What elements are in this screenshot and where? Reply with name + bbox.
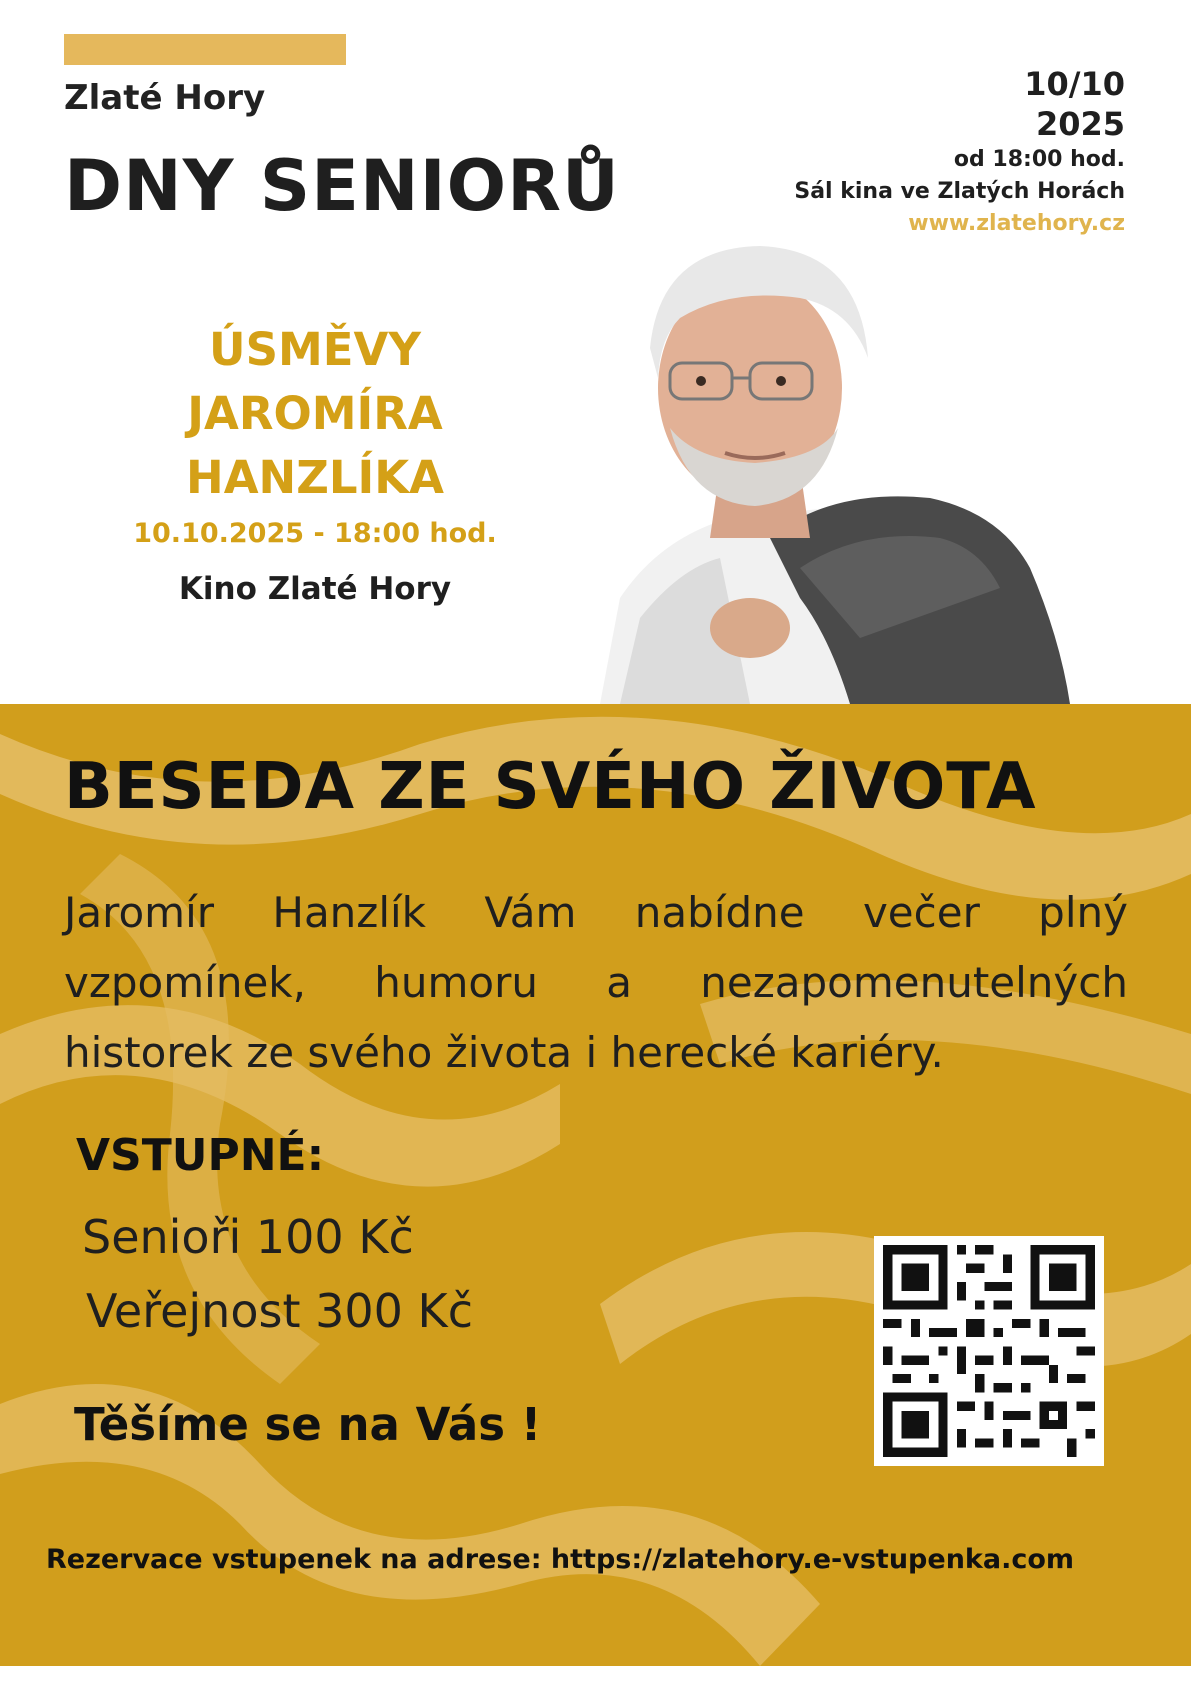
welcome-message: Těšíme se na Vás ! bbox=[74, 1398, 542, 1451]
bottom-margin bbox=[0, 1666, 1191, 1684]
main-headline: BESEDA ZE SVÉHO ŽIVOTA bbox=[64, 750, 1037, 824]
admission-heading: VSTUPNÉ: bbox=[76, 1130, 325, 1181]
program-line-2: JAROMÍRA bbox=[187, 387, 443, 440]
event-details-panel bbox=[0, 704, 1191, 1666]
qr-code[interactable] bbox=[874, 1236, 1104, 1466]
event-day: 10/10 bbox=[1024, 65, 1125, 103]
decorative-waves bbox=[0, 704, 1191, 1666]
program-line-3: HANZLÍKA bbox=[186, 451, 444, 504]
reservation-info[interactable]: Rezervace vstupenek na adrese: https://zlatehory.e-vstupenka.com bbox=[46, 1544, 1075, 1575]
event-title: DNY SENIORŮ bbox=[64, 145, 620, 227]
event-venue: Sál kina ve Zlatých Horách bbox=[794, 179, 1125, 204]
program-date: 10.10.2025 - 18:00 hod. bbox=[133, 518, 497, 549]
admission-seniors: Senioři 100 Kč bbox=[82, 1210, 414, 1264]
event-description: Jaromír Hanzlík Vám nabídne večer plný vzpomínek, humoru a nezapomenutelných historek ze svého života i herecké kariéry. bbox=[64, 888, 1128, 1077]
program-line-1: ÚSMĚVY bbox=[209, 323, 421, 376]
accent-bar bbox=[64, 34, 346, 65]
program-place: Kino Zlaté Hory bbox=[178, 571, 452, 607]
event-year: 2025 bbox=[1035, 105, 1125, 143]
website-link[interactable]: www.zlatehory.cz bbox=[908, 211, 1125, 236]
admission-public: Veřejnost 300 Kč bbox=[86, 1284, 473, 1338]
event-time: od 18:00 hod. bbox=[953, 147, 1125, 172]
program-title bbox=[100, 318, 530, 607]
town-name: Zlaté Hory bbox=[64, 78, 266, 118]
speaker-portrait bbox=[600, 238, 1076, 704]
event-meta bbox=[794, 64, 1125, 240]
